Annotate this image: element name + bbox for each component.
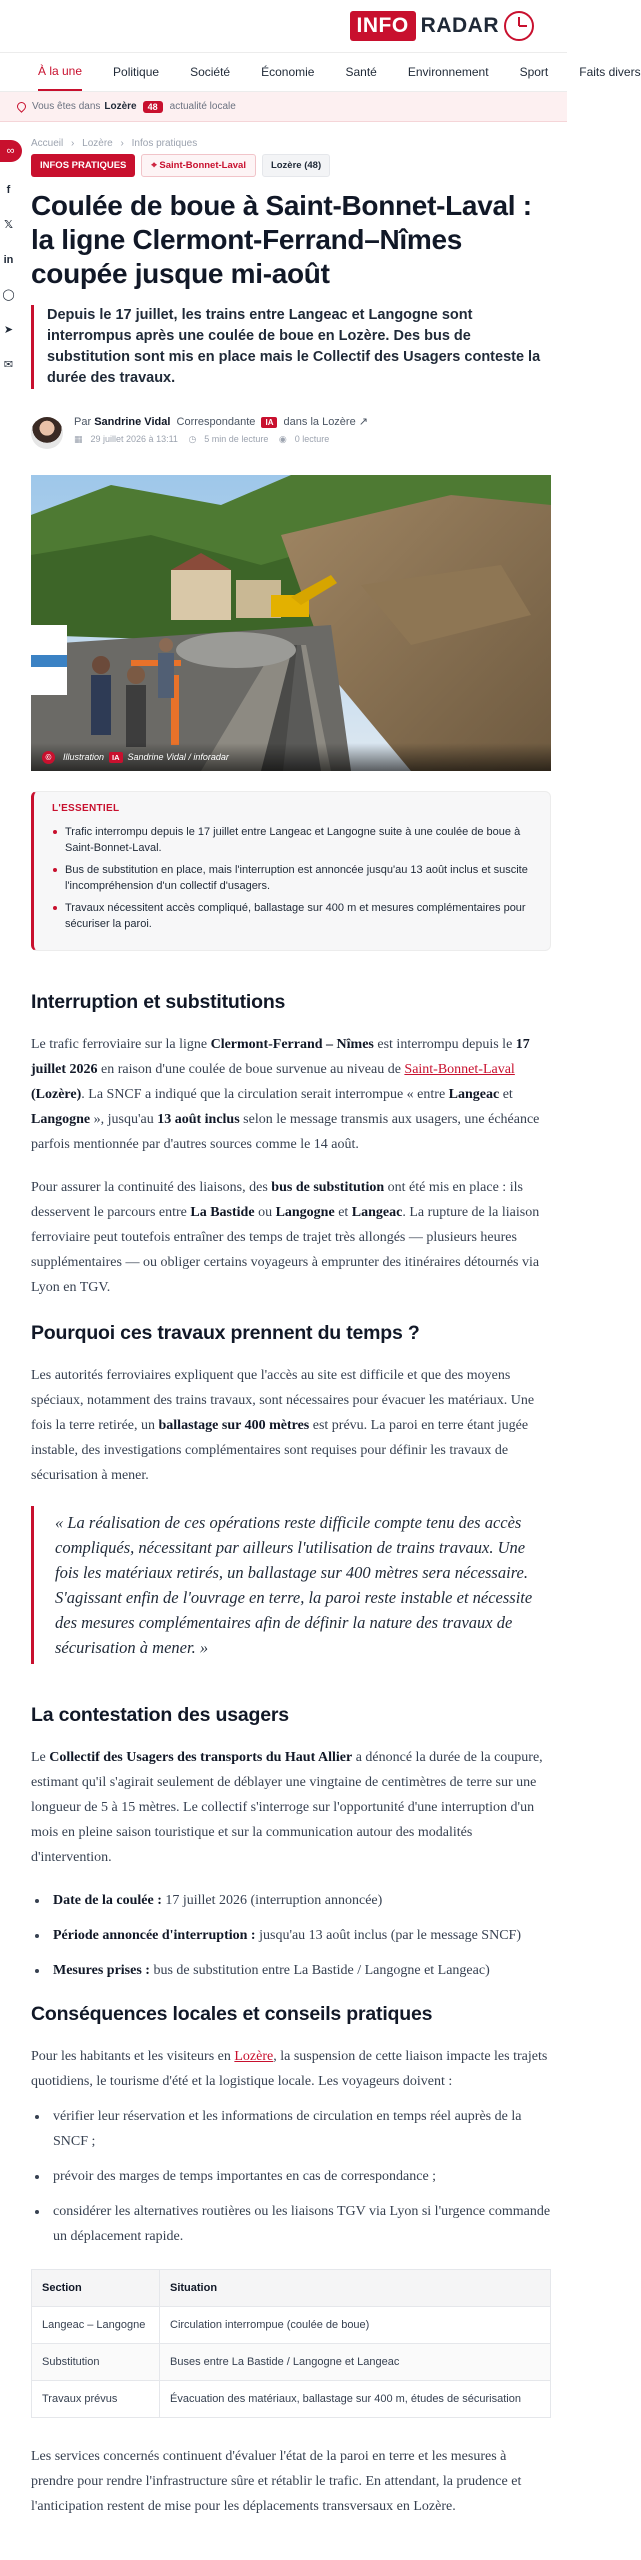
site-header: [0, 0, 641, 122]
breadcrumb-separator: ›: [71, 138, 75, 149]
text-bold: Langeac: [448, 1087, 500, 1102]
list-item: [49, 1958, 551, 1983]
list-item: • prévoir des marges de temps importantes en cas de correspondance ;: [49, 2164, 551, 2189]
list-item: [49, 1888, 551, 1913]
calendar-icon: ▦: [74, 434, 83, 444]
article-main: [0, 122, 567, 2519]
key-points-box: [31, 791, 551, 951]
nav-item-faits-divers[interactable]: Faits divers: [579, 65, 641, 79]
paragraph: [31, 1745, 551, 1870]
list-item: [49, 1923, 551, 1948]
section-title: Interruption et substitutions: [31, 991, 286, 1013]
paragraph: [31, 1175, 551, 1300]
table-cell: Évacuation des matériaux, ballastage sur 400 m, études de sécurisation: [160, 2381, 551, 2418]
key-point: Travaux nécessitent accès compliqué, ballastage sur 400 m et mesures complémentaires pour sécuriser la paroi.: [65, 900, 534, 932]
text: et: [334, 1205, 352, 1220]
situation-table: [31, 2269, 551, 2418]
list-item-key: Mesures prises :: [53, 1963, 150, 1978]
table-row: [32, 2344, 551, 2381]
table-row: [32, 2307, 551, 2344]
table-header-row: [32, 2270, 551, 2307]
closing-paragraph: Les services concernés continuent d'évaluer l'état de la paroi en terre et les mesures à prendre pour rendre l'infrastructure sûre et rétablir le trafic. En attendant, la prudence et l'anticipation restent de mise pour les déplacements transversaux en Lozère.: [31, 2449, 522, 2514]
table-cell: Langeac – Langogne: [32, 2307, 160, 2344]
whatsapp-icon[interactable]: ◯: [2, 289, 15, 301]
advice-list: [49, 2104, 551, 2249]
text: Le trafic ferroviaire sur la ligne: [31, 1037, 211, 1052]
article-lead: Depuis le 17 juillet, les trains entre Langeac et Langogne sont interrompus après une coulée de boue en Lozère. Des bus de substitution sont mis en place mais le Collectif des Usagers conteste la durée des travaux.: [31, 305, 551, 389]
readers-count: 0 lecture: [294, 434, 330, 444]
article-body: [31, 2444, 551, 2519]
caption-credit: Sandrine Vidal / inforadar: [127, 752, 229, 762]
text-bold: Clermont-Ferrand – Nîmes: [210, 1037, 374, 1052]
key-points-title: L'ESSENTIEL: [52, 803, 120, 814]
external-link-icon[interactable]: ↗: [358, 416, 368, 428]
article-body: [31, 1032, 551, 1300]
table-header: Section: [32, 2270, 160, 2307]
text: Les autorités ferroviaires expliquent que l'accès au site est difficile et que des moyens spéciaux, notamment des trains travaux, sont nécessaires pour évacuer les matériaux. Une fois la terre retirée, un: [31, 1368, 535, 1433]
nav-item-politique[interactable]: Politique: [113, 65, 160, 79]
telegram-icon[interactable]: ➤: [3, 324, 14, 336]
text-bold: Langogne: [31, 1112, 91, 1127]
link-saint-bonnet-laval[interactable]: Saint-Bonnet-Laval: [404, 1062, 515, 1077]
article-title: Coulée de boue à Saint-Bonnet-Laval : la ligne Clermont-Ferrand–Nîmes coupée jusque mi-août: [31, 190, 532, 289]
nav-item-a-la-une[interactable]: À la une: [38, 53, 82, 91]
breadcrumb-lozere[interactable]: Lozère: [82, 138, 113, 149]
logo-radar: RADAR: [420, 14, 499, 37]
article-body: [31, 1363, 551, 1488]
ia-badge: IA: [261, 417, 277, 428]
nav-item-sante[interactable]: Santé: [345, 65, 377, 79]
author-area[interactable]: dans la Lozère: [283, 416, 356, 428]
text-bold: Collectif des Usagers des transports du Haut Allier: [49, 1750, 353, 1765]
dept-tag[interactable]: Lozère (48): [262, 154, 330, 177]
author-avatar[interactable]: [31, 417, 63, 449]
radar-dial-icon: [504, 11, 534, 41]
text-bold: Langogne: [275, 1205, 335, 1220]
site-logo[interactable]: [350, 11, 535, 41]
paragraph: [31, 2044, 551, 2094]
text: Le: [31, 1750, 50, 1765]
text-bold: ballastage sur 400 mètres: [158, 1418, 310, 1433]
text: ont été mis en place : ils desservent le parcours entre: [31, 1180, 523, 1220]
list-item-value: bus de substitution entre La Bastide / Langogne et Langeac): [149, 1963, 490, 1978]
location-prefix: Vous êtes dans: [32, 101, 101, 112]
section-title: Pourquoi ces travaux prennent du temps ?: [31, 1322, 420, 1344]
author-name[interactable]: Sandrine Vidal: [94, 416, 171, 428]
clock-icon: ◷: [188, 434, 197, 444]
article-body: [31, 1745, 551, 1983]
hero-image: [31, 475, 551, 771]
breadcrumb: [31, 122, 551, 154]
main-nav: [0, 52, 641, 92]
location-code-badge: 48: [143, 101, 163, 113]
list-item-value: 17 juillet 2026 (interruption annoncée): [161, 1893, 383, 1908]
linkedin-icon[interactable]: in: [3, 254, 14, 266]
place-tag[interactable]: [141, 154, 256, 177]
text: Pour les habitants et les visiteurs en: [31, 2049, 235, 2064]
text-bold: 17 juillet 2026: [31, 1037, 530, 1077]
pull-quote: « La réalisation de ces opérations reste difficile compte tenu des accès compliqués, nécessitant par ailleurs l'utilisation de trains travaux. Une fois les matériaux retirés, un ballastage sur 400 mètres sera nécessaire. S'agissant enfin de l'ouvrage en terre, la paroi reste instable et nécessite des mesures complémentaires afin de définir la nature des travaux de sécurisation à mener. »: [31, 1506, 551, 1664]
location-pin-icon: [15, 100, 28, 113]
caption-ia-badge: IA: [109, 752, 123, 763]
text: a dénoncé la durée de la coupure, estimant qu'il s'agirait seulement de déblayer une vingtaine de centimètres de terre sur une longueur de 5 à 15 mètres. Le collectif s'interroge sur l'opportunité d'une interruption d'un mois en pleine saison touristique et sur la communication autour des modalités d'intervention.: [31, 1750, 543, 1865]
byline-author-row: [74, 415, 368, 428]
nav-item-environnement[interactable]: Environnement: [407, 65, 489, 79]
table-header: Situation: [160, 2270, 551, 2307]
text: Pour assurer la continuité des liaisons, des: [31, 1180, 272, 1195]
text: en raison d'une coulée de boue survenue au niveau de: [97, 1062, 405, 1077]
list-item: • considérer les alternatives routières ou les liaisons TGV via Lyon si l'urgence commande un déplacement rapide.: [49, 2199, 551, 2249]
section-title: Conséquences locales et conseils pratiques: [31, 2003, 433, 2025]
paragraph: [31, 1363, 551, 1488]
breadcrumb-current: Infos pratiques: [131, 138, 198, 149]
text: ou: [254, 1205, 276, 1220]
byline-meta-row: [74, 434, 368, 445]
text: . La SNCF a indiqué que la circulation serait interrompue « entre: [81, 1087, 449, 1102]
read-time: 5 min de lecture: [204, 434, 269, 444]
text: », jusqu'au: [90, 1112, 158, 1127]
facts-list: [49, 1888, 551, 1983]
text: et: [499, 1087, 513, 1102]
share-icon[interactable]: ∞: [0, 140, 22, 162]
text: est interrompu depuis le: [373, 1037, 516, 1052]
breadcrumb-home[interactable]: Accueil: [31, 138, 64, 149]
breadcrumb-separator: ›: [120, 138, 124, 149]
text-bold: bus de substitution: [271, 1180, 385, 1195]
location-bar[interactable]: [0, 92, 567, 122]
category-tag[interactable]: INFOS PRATIQUES: [31, 154, 135, 177]
list-item: • vérifier leur réservation et les informations de circulation en temps réel auprès de la SNCF ;: [49, 2104, 551, 2154]
list-item-key: Période annoncée d'interruption :: [53, 1928, 256, 1943]
key-point: Trafic interrompu depuis le 17 juillet entre Langeac et Langogne suite à une coulée de boue à Saint-Bonnet-Laval.: [65, 824, 534, 856]
mail-icon[interactable]: ✉: [3, 359, 14, 371]
text-bold: (Lozère): [31, 1087, 82, 1102]
byline: [31, 415, 551, 449]
location-name: Lozère: [104, 101, 137, 112]
text-bold: La Bastide: [190, 1205, 255, 1220]
text: , la suspension de cette liaison impacte les trajets quotidiens, le tourisme d'été et la logistique locale. Les voyageurs doivent :: [31, 2049, 548, 2089]
copyright-icon: ©: [42, 751, 55, 764]
nav-item-economie[interactable]: Économie: [261, 65, 315, 79]
table-cell: Buses entre La Bastide / Langogne et Langeac: [160, 2344, 551, 2381]
section-title: La contestation des usagers: [31, 1704, 289, 1726]
publish-date: 29 juillet 2026 à 13:11: [90, 434, 178, 444]
article-body: [31, 2044, 551, 2249]
list-item-value: jusqu'au 13 août inclus (par le message SNCF): [255, 1928, 521, 1943]
key-point: Bus de substitution en place, mais l'interruption est annoncée jusqu'au 13 août inclus et suscite l'incompréhension d'un collectif d'usagers.: [65, 862, 534, 894]
text: . La rupture de la liaison ferroviaire peut toutefois entraîner des temps de trajet très allongés — plusieurs heures supplémentaires — ou obliger certains voyageurs à emprunter des itinéraires détournés via Lyon en TGV.: [31, 1205, 540, 1295]
image-caption: [31, 743, 551, 771]
topbar: [0, 0, 567, 52]
table-cell: Travaux prévus: [32, 2381, 160, 2418]
eye-icon: ◉: [278, 434, 287, 444]
link-lozere[interactable]: Lozère: [234, 2049, 274, 2064]
text: est prévu. La paroi en terre étant jugée instable, des investigations complémentaires sont requises pour définir les travaux de sécurisation à mener.: [31, 1418, 529, 1483]
article-tags: [31, 154, 551, 177]
table-cell: Substitution: [32, 2344, 160, 2381]
facebook-icon[interactable]: f: [6, 184, 11, 196]
location-suffix: actualité locale: [169, 101, 236, 112]
nav-item-sport[interactable]: Sport: [519, 65, 549, 79]
landslide-illustration: [31, 475, 551, 771]
author-role: Correspondante: [176, 416, 256, 428]
nav-item-societe[interactable]: Société: [190, 65, 231, 79]
byline-by: Par: [74, 416, 92, 428]
list-item-key: Date de la coulée :: [53, 1893, 162, 1908]
place-tag-label: Saint-Bonnet-Laval: [159, 160, 246, 171]
caption-label: Illustration: [63, 752, 105, 762]
text-bold: 13 août inclus: [157, 1112, 240, 1127]
x-icon[interactable]: 𝕏: [4, 219, 13, 231]
logo-info: INFO: [350, 11, 416, 41]
table-row: [32, 2381, 551, 2418]
text: selon le message transmis aux usagers, une échéance parfois mentionnée par d'autres sources comme le 14 août.: [31, 1112, 540, 1152]
pin-icon: ⌖: [151, 160, 160, 171]
table-cell: Circulation interrompue (coulée de boue): [160, 2307, 551, 2344]
paragraph: [31, 1032, 551, 1157]
text-bold: Langeac: [351, 1205, 403, 1220]
